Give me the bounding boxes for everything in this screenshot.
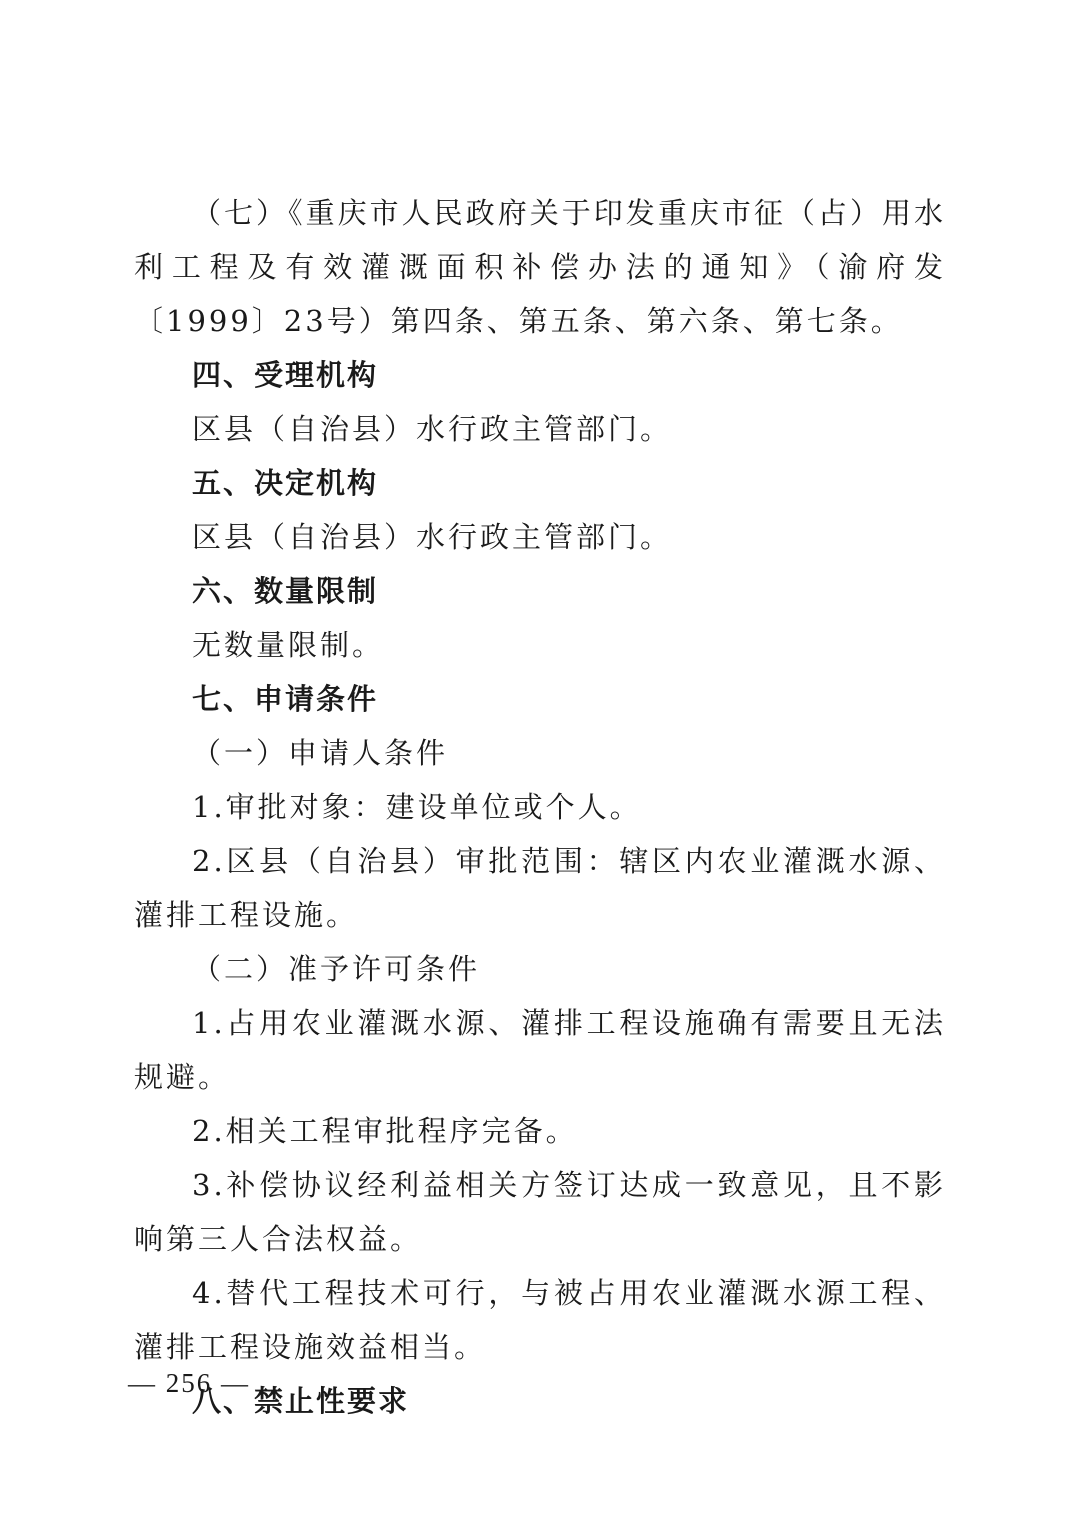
paragraph-condition-1: 1.占用农业灌溉水源、灌排工程设施确有需要且无法规避。 [134, 1006, 946, 1094]
document-body [134, 186, 946, 1428]
heading-accepting-agency: 四、受理机构 [192, 358, 379, 392]
paragraph-condition-2: 2.相关工程审批程序完备。 [192, 1114, 578, 1148]
heading-deciding-agency: 五、决定机构 [192, 466, 379, 500]
heading-application-conditions: 七、申请条件 [192, 682, 379, 716]
page-number: — 256 — [128, 1368, 250, 1398]
paragraph-deciding-agency: 区县（自治县）水行政主管部门。 [192, 520, 673, 554]
heading-quantity-limit: 六、数量限制 [192, 574, 379, 608]
paragraph-condition-4: 4.替代工程技术可行，与被占用农业灌溉水源工程、灌排工程设施效益相当。 [134, 1276, 946, 1364]
heading-prohibitions: 八、禁止性要求 [192, 1384, 410, 1418]
paragraph-approval-scope: 2.区县（自治县）审批范围：辖区内农业灌溉水源、灌排工程设施。 [134, 844, 946, 932]
paragraph-accepting-agency: 区县（自治县）水行政主管部门。 [192, 412, 673, 446]
paragraph-quantity-limit: 无数量限制。 [192, 628, 385, 662]
paragraph-legal-basis-7: （七）《重庆市人民政府关于印发重庆市征（占）用水利工程及有效灌溉面积补偿办法的通知》（渝府发〔1999〕23号）第四条、第五条、第六条、第七条。 [134, 196, 946, 338]
subheading-permit-conditions: （二）准予许可条件 [192, 952, 481, 986]
paragraph-condition-3: 3.补偿协议经利益相关方签订达成一致意见，且不影响第三人合法权益。 [134, 1168, 946, 1256]
paragraph-approval-target: 1.审批对象：建设单位或个人。 [192, 790, 642, 824]
subheading-applicant-conditions: （一）申请人条件 [192, 736, 449, 770]
